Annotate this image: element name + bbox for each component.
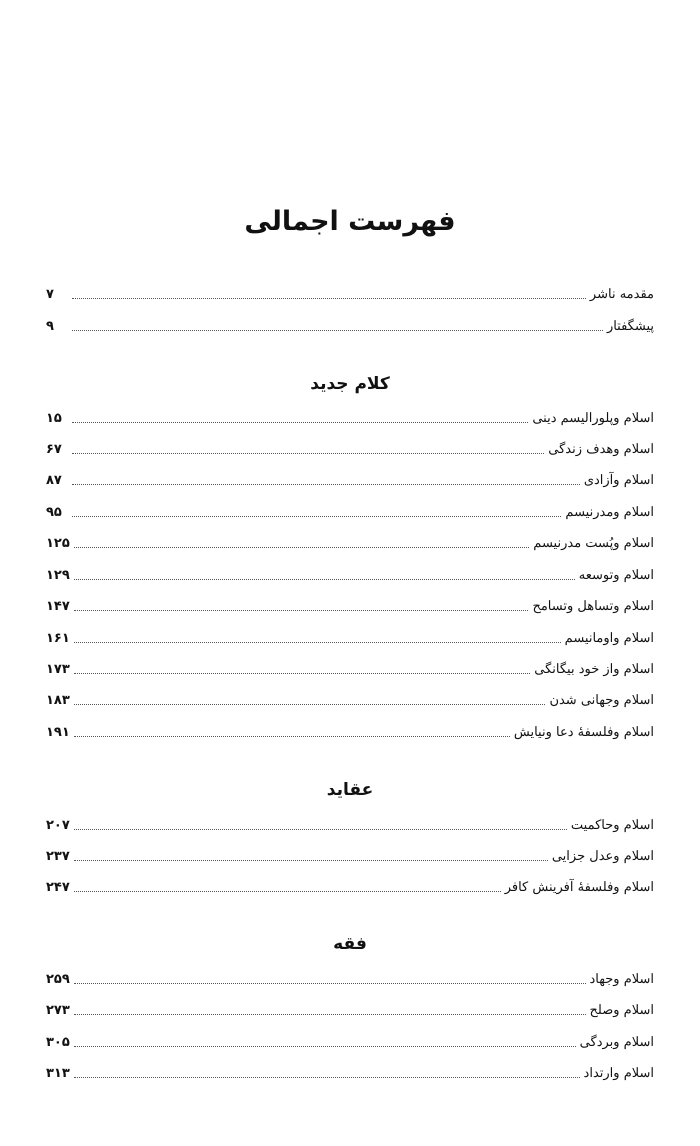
- toc-entry: [46, 811, 654, 835]
- dot-leader: [74, 579, 575, 580]
- dot-leader: [74, 891, 501, 892]
- dot-leader: [74, 673, 530, 674]
- dot-leader: [74, 1077, 580, 1078]
- toc-entry: [46, 873, 654, 897]
- toc-entry-page-number: ۲۴۷: [46, 880, 70, 895]
- toc-entry: [46, 592, 654, 616]
- toc-entry-label: اسلام ومدرنیسم: [565, 505, 654, 520]
- toc-entry: [46, 466, 654, 490]
- section-heading-beliefs: عقاید: [326, 780, 374, 800]
- toc-entry: [46, 842, 654, 866]
- toc-entry-page-number: ۱۴۷: [46, 599, 70, 614]
- toc-entry-page-number: ۱۸۳: [46, 693, 70, 708]
- toc-entry-label: اسلام وپلورالیسم دینی: [532, 411, 654, 426]
- dot-leader: [74, 736, 510, 737]
- toc-entry-page-number: ۱۲۹: [46, 568, 70, 583]
- toc-entry-label: اسلام وتوسعه: [578, 568, 654, 583]
- toc-entry: [46, 965, 654, 989]
- toc-entry: [46, 624, 654, 648]
- dot-leader: [72, 422, 528, 423]
- toc-entry-label: اسلام وتساهل وتسامح: [532, 599, 654, 614]
- toc-entry-page-number: ۱۲۵: [46, 536, 70, 551]
- toc-entry-page-number: ۱۵: [46, 411, 62, 426]
- dot-leader: [72, 330, 603, 331]
- toc-entry-page-number: ۳۱۳: [46, 1066, 70, 1081]
- dot-leader: [74, 704, 546, 705]
- dot-leader: [74, 860, 548, 861]
- dot-leader: [72, 453, 544, 454]
- toc-entry-page-number: ۶۷: [46, 442, 62, 457]
- page-title: فهرست اجمالی: [244, 206, 456, 237]
- dot-leader: [72, 516, 561, 517]
- dot-leader: [74, 610, 529, 611]
- toc-entry: [46, 686, 654, 710]
- toc-entry-label: اسلام وحاکمیت: [570, 818, 654, 833]
- toc-entry-label: اسلام واومانیسم: [564, 631, 654, 646]
- toc-entry-page-number: ۷: [46, 287, 54, 302]
- dot-leader: [72, 298, 586, 299]
- dot-leader: [74, 1046, 576, 1047]
- toc-entry: [46, 561, 654, 585]
- toc-entry-page-number: ۲۰۷: [46, 818, 70, 833]
- toc-entry-page-number: ۱۷۳: [46, 662, 70, 677]
- toc-entry-page-number: ۱۹۱: [46, 725, 70, 740]
- toc-entry: [46, 718, 654, 742]
- toc-entry-label: اسلام واز خود بیگانگی: [534, 662, 654, 677]
- toc-entry: [46, 655, 654, 679]
- section-heading-jurisprudence: فقه: [333, 934, 367, 954]
- toc-entry-label: اسلام وآزادی: [583, 473, 654, 488]
- toc-entry: [46, 404, 654, 428]
- toc-entry-label: اسلام وجهانی شدن: [549, 693, 654, 708]
- toc-entry-page-number: ۱۶۱: [46, 631, 70, 646]
- toc-entry-label: اسلام وهدف زندگی: [548, 442, 654, 457]
- toc-entry-page-number: ۸۷: [46, 473, 62, 488]
- toc-entry-publisher-preface: [46, 280, 654, 304]
- toc-entry-label: پیشگفتار: [606, 319, 654, 334]
- dot-leader: [74, 983, 586, 984]
- dot-leader: [74, 1014, 586, 1015]
- toc-entry-page-number: ۹۵: [46, 505, 62, 520]
- toc-entry-label: اسلام وجهاد: [589, 972, 654, 987]
- toc-entry: [46, 1028, 654, 1052]
- dot-leader: [74, 829, 567, 830]
- dot-leader: [72, 484, 580, 485]
- toc-entry-label: اسلام وعدل جزایی: [551, 849, 654, 864]
- toc-entry: [46, 1059, 654, 1083]
- section-heading-new-theology: کلام جدید: [310, 374, 390, 394]
- toc-entry-label: مقدمه ناشر: [589, 287, 654, 302]
- toc-entry-label: اسلام وفلسفهٔ دعا ونیایش: [513, 725, 654, 740]
- toc-entry-label: اسلام وفلسفهٔ آفرینش کافر: [504, 880, 654, 895]
- toc-entry-label: اسلام وصلح: [589, 1003, 654, 1018]
- toc-entry: [46, 498, 654, 522]
- dot-leader: [74, 547, 529, 548]
- toc-entry-page-number: ۳۰۵: [46, 1035, 70, 1050]
- toc-entry: [46, 996, 654, 1020]
- toc-entry-page-number: ۲۷۳: [46, 1003, 70, 1018]
- toc-entry-label: اسلام وبردگی: [579, 1035, 654, 1050]
- dot-leader: [74, 642, 561, 643]
- toc-entry-label: اسلام وارتداد: [583, 1066, 654, 1081]
- toc-entry: [46, 529, 654, 553]
- toc-entry-foreword: [46, 312, 654, 336]
- toc-entry-page-number: ۲۳۷: [46, 849, 70, 864]
- toc-entry: [46, 435, 654, 459]
- toc-entry-page-number: ۹: [46, 319, 54, 334]
- toc-entry-page-number: ۲۵۹: [46, 972, 70, 987]
- toc-entry-label: اسلام وپُست مدرنیسم: [533, 536, 654, 551]
